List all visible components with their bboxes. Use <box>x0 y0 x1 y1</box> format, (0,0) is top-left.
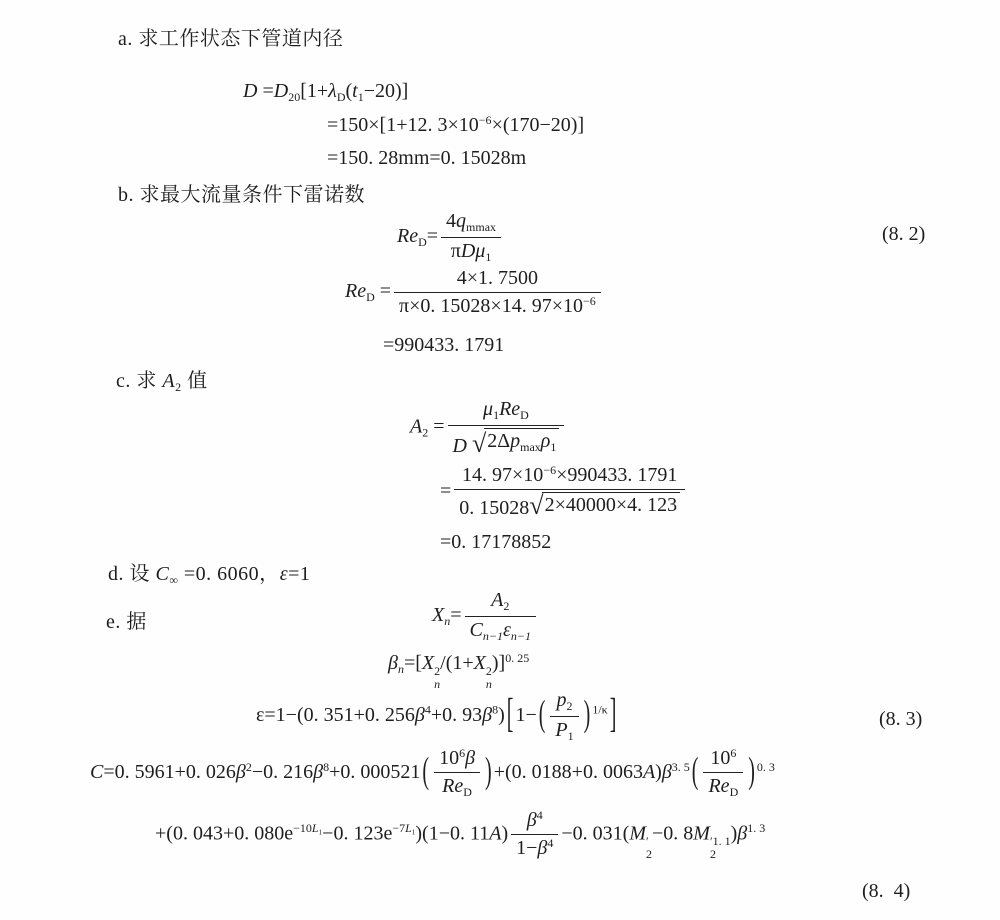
math-token: p <box>510 429 521 452</box>
math-token: 2 <box>175 379 182 394</box>
math-token: n−1 <box>482 628 503 643</box>
math-token: Re <box>442 775 464 798</box>
equation-diameter-result: =150. 28mm=0. 15028m <box>327 147 527 169</box>
math-token: β <box>526 809 537 832</box>
math-token: D <box>520 407 529 422</box>
math-token: 2 <box>485 663 492 678</box>
math-token: n <box>397 662 404 677</box>
math-token: ×990433. 1791 <box>556 464 678 487</box>
math-token: 1 <box>550 439 557 454</box>
fraction <box>511 809 558 860</box>
equation-number-8-4: (8. 4) <box>862 880 911 902</box>
math-token: 2 <box>646 846 653 861</box>
math-token: 1 <box>493 407 500 422</box>
math-token: =1 <box>288 563 311 585</box>
sup-sub-stack <box>710 835 731 861</box>
math-token: = <box>374 280 392 303</box>
section-e-heading: e. 据 <box>106 611 147 633</box>
math-token: π×0. 15028×14. 97×10 <box>399 295 583 318</box>
math-token: q <box>456 210 467 232</box>
numerator <box>448 398 565 426</box>
math-token: −20)] <box>363 80 409 102</box>
math-token: ) <box>655 761 662 784</box>
equation-reynolds-result: =990433. 1791 <box>383 334 505 356</box>
math-token: −10 <box>293 821 312 836</box>
math-token: )(1−0. 11 <box>415 822 490 845</box>
right-paren: ) <box>485 750 492 792</box>
math-token: A <box>162 370 176 392</box>
fraction <box>448 398 565 458</box>
equation-a2-result: =0. 17178852 <box>440 531 552 553</box>
math-token: 2 <box>709 846 716 861</box>
math-token: 0. 25 <box>505 651 530 665</box>
math-token: 1 <box>567 728 574 743</box>
math-token: 1− <box>516 837 538 860</box>
math-token: = <box>440 479 452 502</box>
math-token: 1 <box>411 828 416 837</box>
math-token: ) <box>730 822 738 845</box>
math-token: −0. 8 <box>652 822 694 845</box>
math-token: X <box>473 652 486 675</box>
equation-beta-n <box>388 652 529 691</box>
math-token: 1 <box>485 249 492 264</box>
math-token: 0. 3 <box>756 759 775 774</box>
equation-a2-calculation <box>440 464 688 520</box>
math-token: n <box>434 676 441 691</box>
math-token: ′ <box>646 833 649 848</box>
math-token: ε <box>502 618 511 641</box>
math-token: D <box>418 234 427 249</box>
square-root <box>529 491 680 521</box>
math-token: 14. 97×10 <box>462 464 544 487</box>
fraction <box>465 589 536 644</box>
math-token: 1 <box>357 89 364 104</box>
math-token: mmax <box>466 219 497 234</box>
math-token: 8 <box>323 759 330 774</box>
section-a-heading: a. 求工作状态下管道内径 <box>118 28 344 50</box>
math-token: /(1+ <box>440 652 474 675</box>
math-token: = <box>428 415 445 438</box>
math-token: M <box>693 822 710 845</box>
exponent-group <box>293 821 322 835</box>
math-token: 4 <box>446 210 457 232</box>
math-token: β <box>414 703 425 726</box>
math-token: +0. 000521 <box>329 761 421 784</box>
denominator <box>434 773 480 800</box>
numerator <box>465 589 536 617</box>
math-token: =[ <box>403 652 422 675</box>
math-token: X <box>421 652 435 675</box>
math-token: β <box>661 761 672 784</box>
math-token: C <box>469 618 483 641</box>
math-token: M <box>629 822 647 845</box>
math-token: +(0. 0188+0. 0063 <box>493 761 643 784</box>
math-token: D <box>243 80 258 102</box>
numerator <box>434 747 480 773</box>
math-token: −0. 123e <box>322 822 393 845</box>
math-token: ×(170−20)] <box>491 114 585 137</box>
fraction <box>394 267 601 318</box>
math-token: L <box>405 821 412 836</box>
section-d-heading <box>108 563 310 588</box>
left-bracket: [ <box>506 691 514 737</box>
square-root <box>471 428 559 458</box>
math-token: 4 <box>424 702 431 717</box>
math-token: ε=1−(0. 351+0. 256 <box>256 703 415 726</box>
math-token: 4 <box>536 808 543 822</box>
math-token: π <box>450 239 461 262</box>
math-token: D <box>463 785 472 800</box>
denominator <box>703 773 743 800</box>
denominator <box>448 426 565 458</box>
radical-sign: √ <box>529 491 544 521</box>
math-token: μ <box>483 398 494 420</box>
math-token: ) <box>501 822 509 845</box>
math-token: β <box>737 822 748 845</box>
math-token: −6 <box>478 113 492 127</box>
math-token: A <box>642 761 656 784</box>
math-token: ) <box>498 703 505 726</box>
math-token: λ <box>328 80 337 102</box>
math-token: μ <box>475 239 486 262</box>
math-token: 2 <box>434 663 441 678</box>
fraction <box>703 747 743 800</box>
math-token: max <box>520 439 541 454</box>
math-token: 2 <box>422 425 429 440</box>
math-token: n <box>444 613 451 628</box>
equation-a2-formula <box>410 398 567 458</box>
fraction <box>441 210 501 265</box>
right-bracket: ] <box>609 691 617 737</box>
right-paren: ) <box>748 750 755 792</box>
math-token: A <box>410 415 423 438</box>
math-token: 20 <box>288 89 301 104</box>
math-token: β <box>465 747 476 770</box>
section-c-heading <box>116 370 208 395</box>
equation-reynolds-calculation <box>345 267 604 318</box>
equation-diameter-substitution <box>327 114 584 137</box>
math-token: ε <box>279 563 289 585</box>
math-token: 10 <box>439 747 460 770</box>
math-token: 1 <box>318 828 323 837</box>
math-token: 1/κ <box>592 702 608 717</box>
math-token: X <box>432 603 445 626</box>
math-token: ρ <box>540 429 551 452</box>
math-token: −0. 216 <box>251 761 314 784</box>
math-token: d. 设 <box>108 563 156 585</box>
denominator <box>454 490 685 520</box>
numerator <box>454 464 685 490</box>
math-token: 8 <box>492 702 499 717</box>
math-token: −6 <box>543 463 557 477</box>
section-b-heading: b. 求最大流量条件下雷诺数 <box>118 184 365 206</box>
math-token: +(0. 043+0. 080e <box>155 822 294 845</box>
math-token: A <box>489 822 502 845</box>
equation-diameter-definition <box>243 80 408 105</box>
math-token: 10 <box>710 747 731 770</box>
math-token: )] <box>491 652 506 675</box>
denominator <box>550 717 578 744</box>
numerator <box>511 809 558 835</box>
math-token: P <box>555 718 568 741</box>
equation-c-line2 <box>155 809 765 861</box>
math-token: n−1 <box>510 628 531 643</box>
left-paren: ( <box>538 693 546 735</box>
math-token: Re <box>345 280 367 303</box>
math-token: 3. 5 <box>671 759 690 774</box>
equation-epsilon <box>256 689 618 744</box>
math-token: D <box>729 785 739 800</box>
math-token: 2 <box>566 698 573 713</box>
math-token: =150×[1+12. 3×10 <box>327 114 479 137</box>
math-token: L <box>311 821 319 836</box>
math-token: 1. 3 <box>747 821 766 836</box>
math-token: A <box>491 589 504 611</box>
equation-reynolds-formula <box>397 210 504 265</box>
math-token: C <box>155 563 170 585</box>
math-token: 值 <box>181 370 208 392</box>
left-paren: ( <box>691 750 699 792</box>
math-token: t <box>352 80 358 102</box>
math-token: Re <box>499 398 521 420</box>
math-token: β <box>537 837 548 860</box>
math-token: −0. 031( <box>561 822 630 845</box>
math-token: D <box>460 239 476 262</box>
denominator <box>394 293 601 318</box>
numerator <box>703 747 743 773</box>
math-token: β <box>388 652 398 675</box>
math-token: D <box>273 80 289 102</box>
denominator <box>465 617 536 644</box>
left-paren: ( <box>422 750 430 792</box>
math-token: β <box>482 703 493 726</box>
math-token: D <box>366 290 375 305</box>
math-token: ′1. 1 <box>709 833 731 848</box>
right-paren: ) <box>583 693 591 735</box>
math-token: 2 <box>245 759 252 774</box>
math-token: ( <box>345 80 353 102</box>
equation-number-8-3: (8. 3) <box>879 708 923 730</box>
math-token: =0. 6060， <box>178 563 280 585</box>
math-token: n <box>485 676 492 691</box>
fraction <box>550 689 578 744</box>
math-token: ∞ <box>169 572 179 587</box>
math-token: 1− <box>515 703 537 726</box>
math-token: β <box>313 761 324 784</box>
math-token: β <box>235 761 246 784</box>
exponent-group <box>392 821 415 835</box>
math-token: +0. 93 <box>430 703 483 726</box>
math-token: C <box>90 761 104 784</box>
numerator <box>550 689 578 717</box>
equation-xn <box>432 589 539 644</box>
math-token: 2 <box>503 598 510 613</box>
equation-c-line1 <box>90 747 775 800</box>
math-token: D <box>452 434 467 457</box>
math-token: = <box>257 80 274 102</box>
math-token: 0. 15028 <box>459 497 530 520</box>
denominator <box>511 835 558 860</box>
math-token: Re <box>708 775 730 798</box>
denominator <box>441 238 501 265</box>
radical-sign: √ <box>471 428 487 458</box>
math-token: [1+ <box>300 80 329 102</box>
math-token: 6 <box>730 746 737 760</box>
math-token: =0. 5961+0. 026 <box>103 761 236 784</box>
math-token: Re <box>397 224 419 247</box>
math-token: −6 <box>582 294 596 308</box>
math-token: p <box>556 689 567 711</box>
math-token: = <box>426 224 439 247</box>
fraction <box>454 464 685 520</box>
math-token: c. 求 <box>116 370 163 392</box>
radicand <box>484 428 559 455</box>
fraction <box>434 747 480 800</box>
equation-number-8-2: (8. 2) <box>882 223 926 245</box>
math-token: 6 <box>459 746 466 760</box>
math-token: = <box>450 603 462 626</box>
numerator: 4×1. 7500 <box>394 267 601 293</box>
math-token: D <box>336 89 346 104</box>
radicand: 2×40000×4. 123 <box>542 492 681 517</box>
math-token: −7 <box>392 821 406 836</box>
math-token: 4 <box>547 836 554 851</box>
numerator <box>441 210 501 238</box>
math-token: 2Δ <box>487 429 511 452</box>
